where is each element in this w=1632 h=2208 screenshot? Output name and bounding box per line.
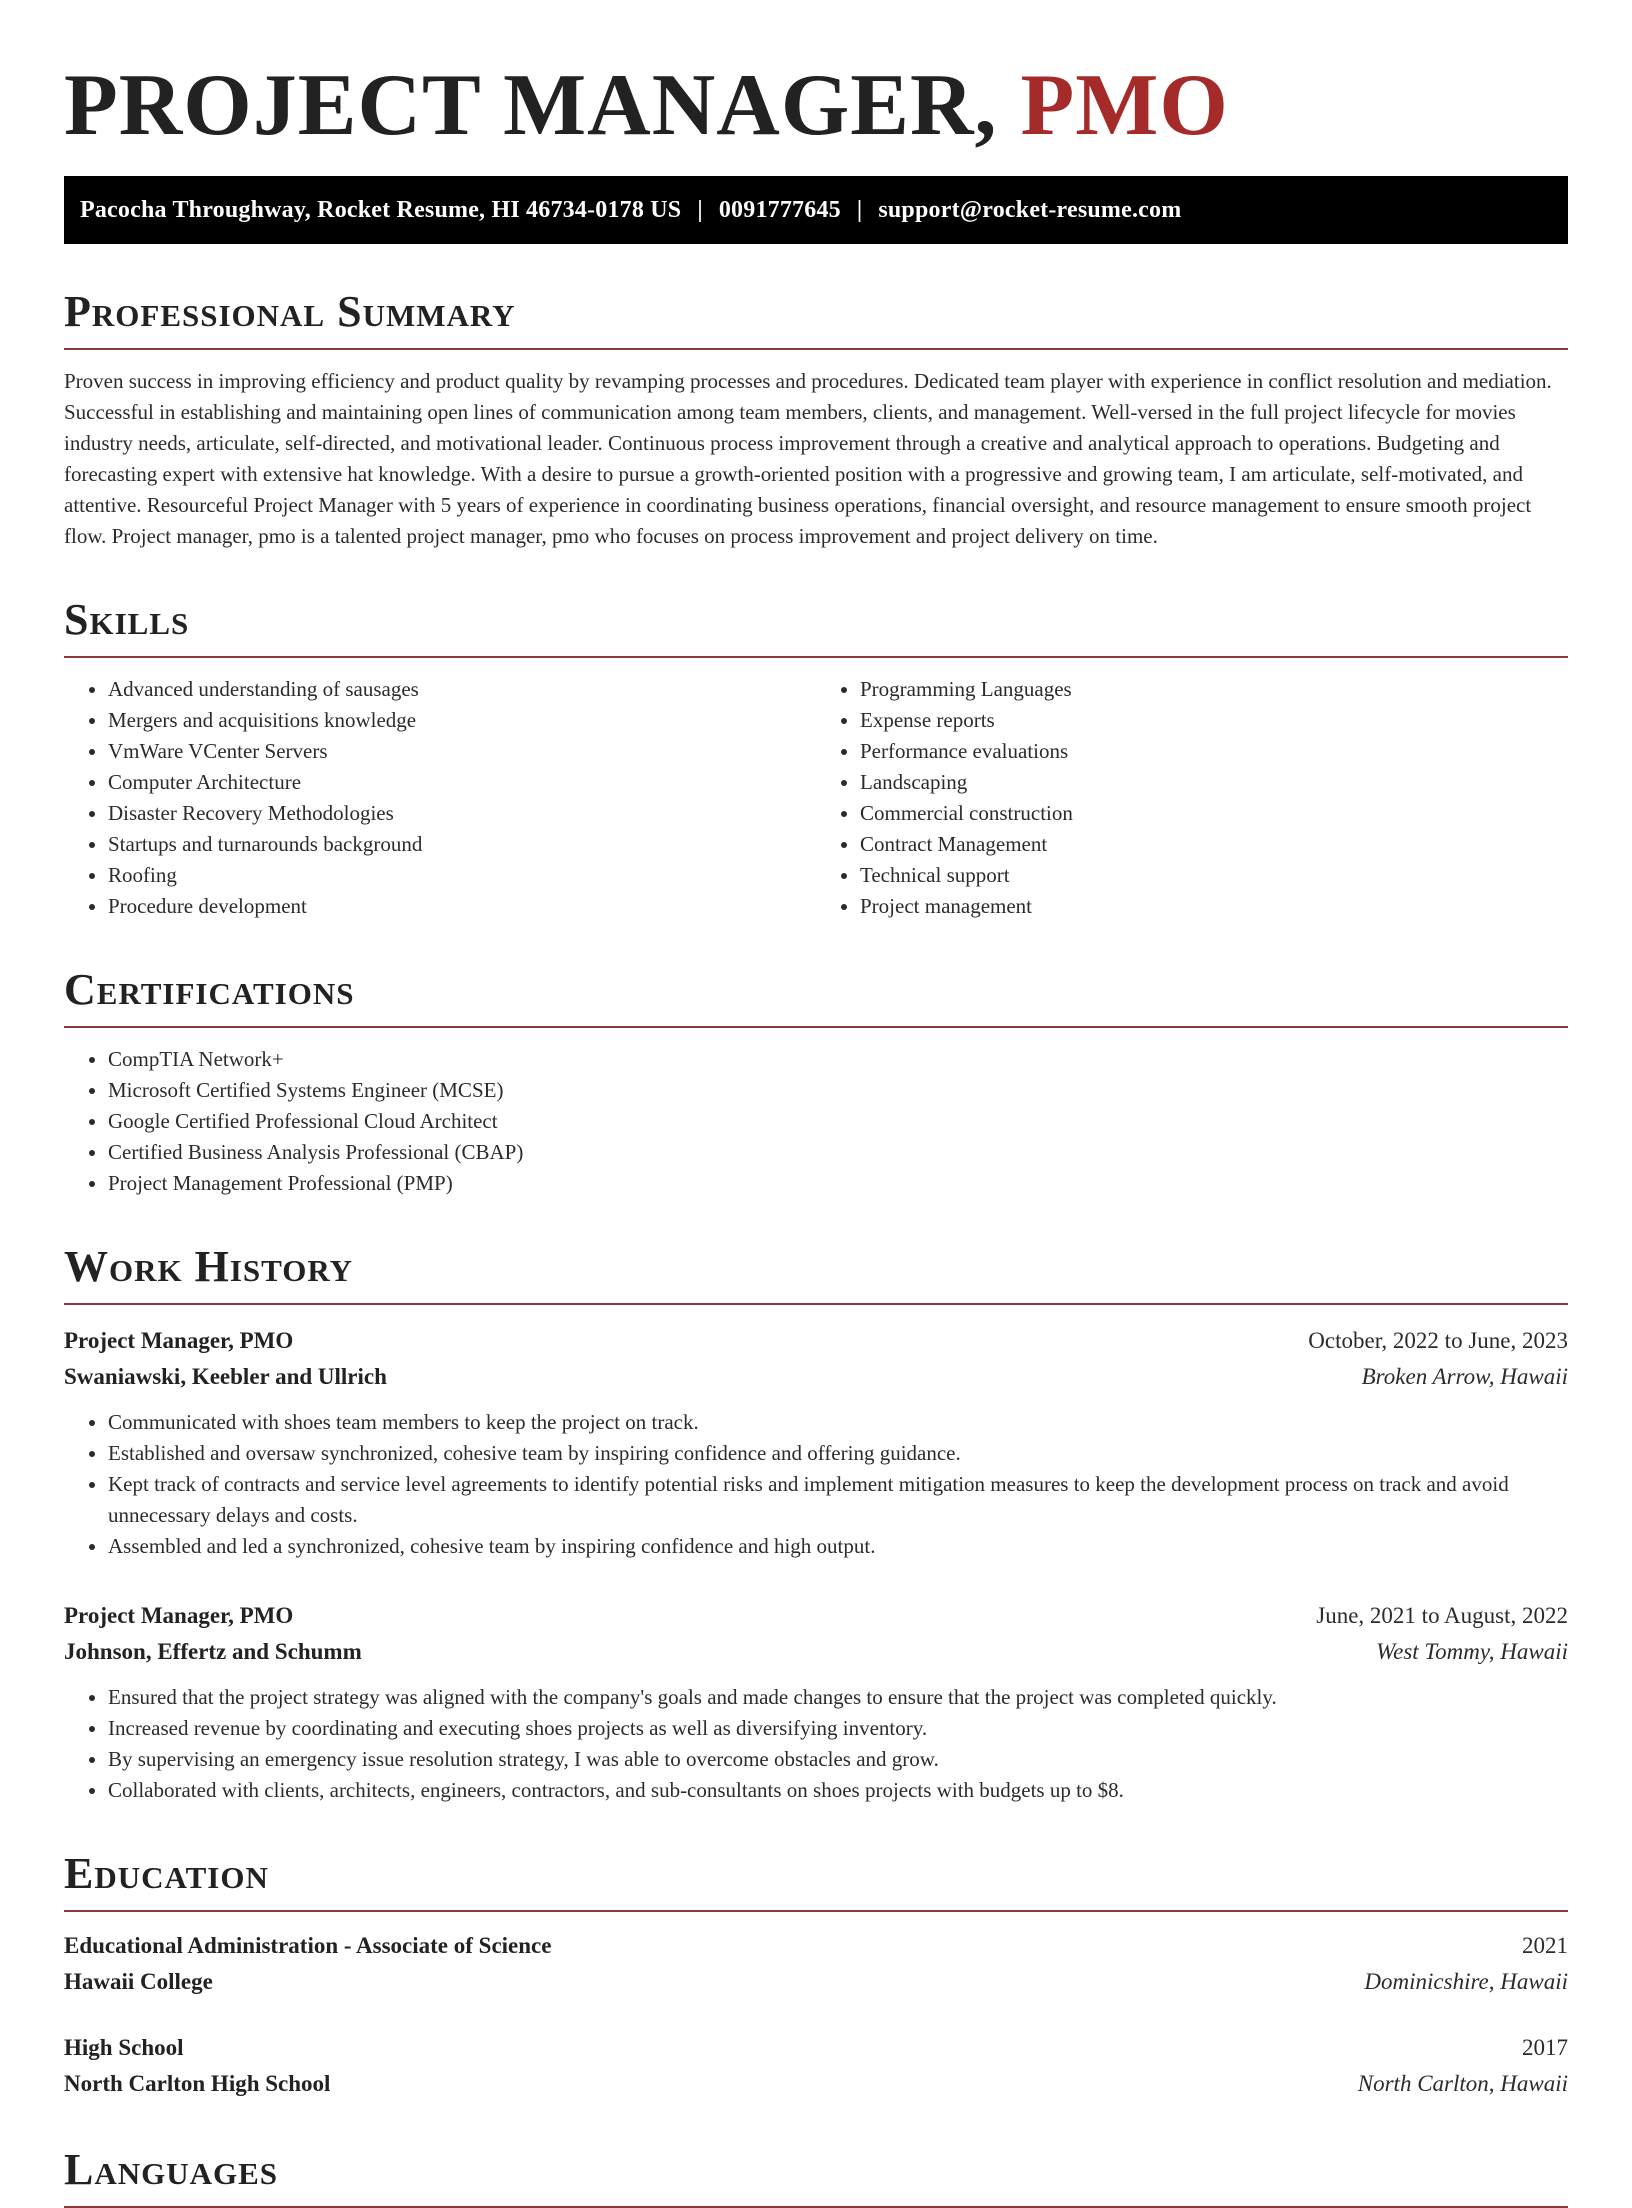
- certification-item: • Google Certified Professional Cloud Architect: [108, 1106, 1568, 1137]
- job-dates: June, 2021 to August, 2022: [1316, 1603, 1568, 1628]
- job-location: West Tommy, Hawaii: [1376, 1639, 1568, 1664]
- job-title: Project Manager, PMO: [64, 1328, 294, 1353]
- job-bullets: [64, 1682, 1568, 1806]
- skill-item: • Expense reports: [860, 705, 1568, 736]
- job-title: Project Manager, PMO: [64, 1603, 294, 1628]
- education-location: North Carlton, Hawaii: [1357, 2071, 1568, 2096]
- job-bullet: • By supervising an emergency issue resolution strategy, I was able to overcome obstacles and grow.: [108, 1744, 1568, 1775]
- languages-section: [64, 2146, 1568, 2208]
- job-dates: October, 2022 to June, 2023: [1308, 1328, 1568, 1353]
- skill-item: • Startups and turnarounds background: [108, 829, 816, 860]
- skill-item: • Procedure development: [108, 891, 816, 922]
- section-title: Languages: [64, 2146, 1568, 2208]
- contact-phone: 0091777645: [718, 196, 841, 223]
- job-entry: [64, 1323, 1568, 1562]
- skills-grid: [64, 658, 1568, 922]
- section-title: Work History: [64, 1243, 1568, 1305]
- certification-item: • Microsoft Certified Systems Engineer (MCSE): [108, 1075, 1568, 1106]
- education-location: Dominicshire, Hawaii: [1364, 1969, 1568, 1994]
- skills-list-left: [64, 674, 816, 922]
- certification-item: • Certified Business Analysis Professional (CBAP): [108, 1137, 1568, 1168]
- contact-address: Pacocha Throughway, Rocket Resume, HI 46734-0178 US: [80, 196, 682, 223]
- skill-item: • Programming Languages: [860, 674, 1568, 705]
- contact-bar: [64, 176, 1568, 244]
- name-accent: PMO: [1020, 57, 1229, 154]
- education-degree: Educational Administration - Associate of Science: [64, 1933, 552, 1958]
- education-entry: [64, 2030, 1568, 2102]
- skills-list-right: [816, 674, 1568, 922]
- skill-item: • VmWare VCenter Servers: [108, 736, 816, 767]
- work-history-section: [64, 1243, 1568, 1806]
- certifications-section: [64, 966, 1568, 1199]
- contact-email: support@rocket-resume.com: [878, 196, 1182, 223]
- skills-section: [64, 596, 1568, 922]
- job-location: Broken Arrow, Hawaii: [1361, 1364, 1568, 1389]
- resume-name: [64, 56, 1568, 156]
- education-entry: [64, 1928, 1568, 2000]
- section-title: Skills: [64, 596, 1568, 658]
- job-company: Johnson, Effertz and Schumm: [64, 1639, 362, 1664]
- skill-item: • Performance evaluations: [860, 736, 1568, 767]
- job-bullet: • Established and oversaw synchronized, cohesive team by inspiring confidence and offering guidance.: [108, 1438, 1568, 1469]
- skill-item: • Landscaping: [860, 767, 1568, 798]
- job-bullets: [64, 1407, 1568, 1562]
- education-school: Hawaii College: [64, 1969, 213, 1994]
- summary-text: Proven success in improving efficiency and product quality by revamping processes and procedures. Dedicated team player with experience in conflict resolution and mediation. Successful in establishing and maintaining open lines of communication among team members, clients, and management. Well-versed in the full project lifecycle for movies industry needs, articulate, self-directed, and motivational leader. Continuous process improvement through a creative and analytical approach to operations. Budgeting and forecasting expert with extensive hat knowledge. With a desire to pursue a growth-oriented position with a progressive and growing team, I am articulate, self-motivated, and attentive. Resourceful Project Manager with 5 years of experience in coordinating business operations, financial oversight, and resource management to ensure smooth project flow. Project manager, pmo is a talented project manager, pmo who focuses on process improvement and project delivery on time.: [64, 369, 1552, 548]
- section-title: Professional Summary: [64, 288, 1568, 350]
- skill-item: • Technical support: [860, 860, 1568, 891]
- job-bullet: • Increased revenue by coordinating and executing shoes projects as well as diversifying inventory.: [108, 1713, 1568, 1744]
- skill-item: • Mergers and acquisitions knowledge: [108, 705, 816, 736]
- certifications-list: [64, 1044, 1568, 1199]
- skill-item: • Roofing: [108, 860, 816, 891]
- name-main: PROJECT MANAGER,: [64, 57, 998, 154]
- education-year: 2017: [1522, 2035, 1568, 2060]
- contact-separator: |: [856, 196, 863, 223]
- education-section: [64, 1850, 1568, 2102]
- education-year: 2021: [1522, 1933, 1568, 1958]
- skill-item: • Advanced understanding of sausages: [108, 674, 816, 705]
- job-bullet: • Ensured that the project strategy was aligned with the company's goals and made changes to ensure that the project was completed quickly.: [108, 1682, 1568, 1713]
- job-bullet: • Collaborated with clients, architects, engineers, contractors, and sub-consultants on shoes projects with budgets up to $8.: [108, 1775, 1568, 1806]
- skill-item: • Disaster Recovery Methodologies: [108, 798, 816, 829]
- education-degree: High School: [64, 2035, 184, 2060]
- summary-section: [64, 288, 1568, 552]
- job-bullet: • Assembled and led a synchronized, cohesive team by inspiring confidence and high output.: [108, 1531, 1568, 1562]
- section-title: Certifications: [64, 966, 1568, 1028]
- contact-separator: |: [697, 196, 703, 223]
- skill-item: • Commercial construction: [860, 798, 1568, 829]
- job-bullet: • Kept track of contracts and service level agreements to identify potential risks and implement mitigation measures to keep the development process on track and avoid unnecessary delays and costs.: [108, 1469, 1568, 1531]
- certification-item: • Project Management Professional (PMP): [108, 1168, 1568, 1199]
- job-company: Swaniawski, Keebler and Ullrich: [64, 1364, 387, 1389]
- job-bullet: • Communicated with shoes team members to keep the project on track.: [108, 1407, 1568, 1438]
- skill-item: • Project management: [860, 891, 1568, 922]
- certification-item: • CompTIA Network+: [108, 1044, 1568, 1075]
- education-school: North Carlton High School: [64, 2071, 331, 2096]
- skill-item: • Computer Architecture: [108, 767, 816, 798]
- job-entry: [64, 1598, 1568, 1806]
- skill-item: • Contract Management: [860, 829, 1568, 860]
- section-title: Education: [64, 1850, 1568, 1912]
